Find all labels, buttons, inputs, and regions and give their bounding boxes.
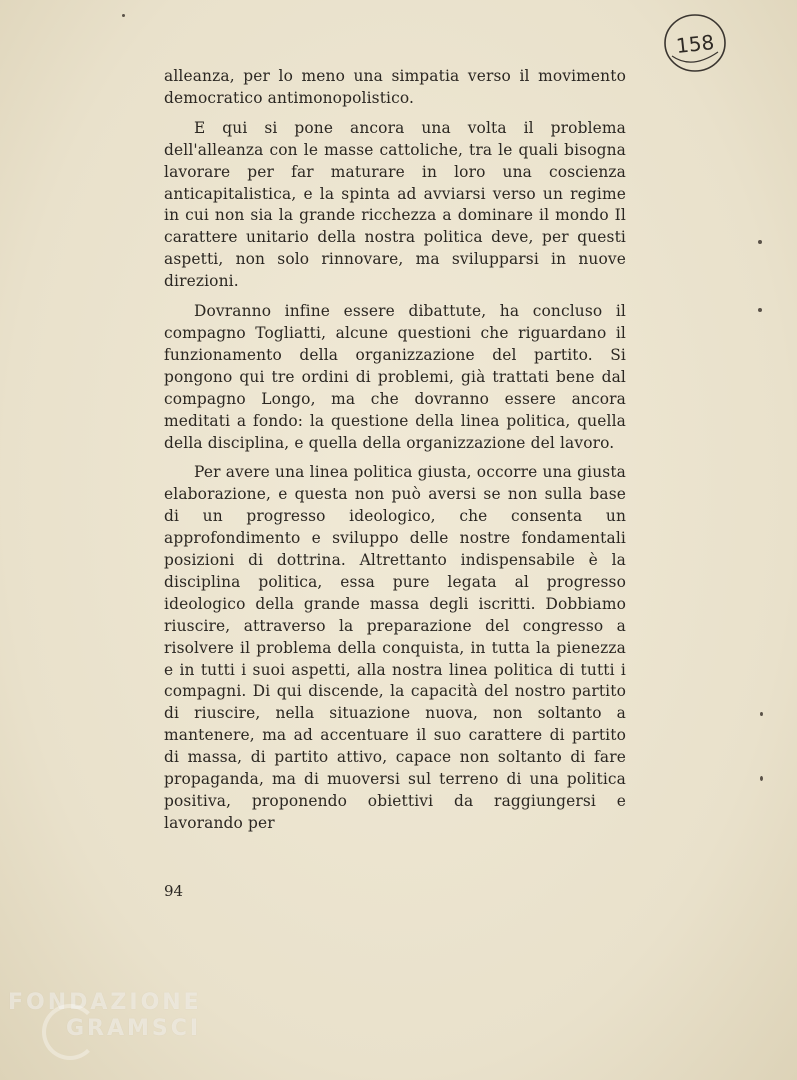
paragraph: Dovranno infine essere dibattute, ha concluso il compagno Togliatti, alcune questioni che riguardano il funzionamento della organizzazione del partito. Si pongono qui tre ordini di problemi, già trattati bene dal compagno Longo, ma che dovranno essere ancora meditati a fondo: la questione della linea politica, quella della disciplina, e quella della organizzazione del lavoro. xyxy=(164,302,626,452)
scan-speck xyxy=(758,308,762,312)
page-number: 94 xyxy=(164,882,184,900)
watermark-line: FONDAZIONE xyxy=(8,990,202,1015)
paragraph: alleanza, per lo meno una simpatia verso il movimento democratico antimonopolistico. xyxy=(164,67,626,107)
paragraph: E qui si pone ancora una volta il problema dell'alleanza con le masse cattoliche, tra le quali bisogna lavorare per far maturare in loro una coscienza anticapitalistica, e la spinta ad avviarsi verso un regime in cui non sia la grande ricchezza a dominare il mondo Il carattere unitario della nostra politica deve, per questi aspetti, non solo rinnovare, ma svilupparsi in nuove direzioni. xyxy=(164,118,626,291)
paragraph: Per avere una linea politica giusta, occorre una giusta elaborazione, e questa non può aversi se non sulla base di un progresso ideologico, che consenta un approfondimento e sviluppo delle nostre fondamentali posizioni di dottrina. Altrettanto indispensabile è la disciplina politica, essa pure legata al progresso ideologico della grande massa degli iscritti. Dobbiamo riuscire, attraverso la preparazione del congresso a risolvere il problema della conquista, in tutta la pienezza e in tutti i suoi aspetti, alla nostra linea politica di tutti i compagni. Di qui discende, la capacità del nostro partito di riuscire, nella situazione nuova, non soltanto a mantenere, ma ad accentuare il suo carattere di partito di massa, di partito attivo, capace non soltanto di fare propaganda, ma di muoversi sul terreno di una politica positiva, proponendo obiettivi da raggiungersi e lavorando per xyxy=(164,463,626,832)
body-text xyxy=(164,66,626,843)
archive-stamp-number: 158 xyxy=(674,30,716,58)
watermark-line: GRAMSCI xyxy=(66,1016,202,1041)
scan-speck xyxy=(122,14,125,17)
watermark-logo-icon xyxy=(42,1004,98,1060)
scan-speck xyxy=(758,240,762,244)
archive-stamp xyxy=(662,12,728,74)
scan-speck xyxy=(760,776,763,781)
scan-speck xyxy=(760,712,763,716)
watermark xyxy=(8,990,202,1042)
